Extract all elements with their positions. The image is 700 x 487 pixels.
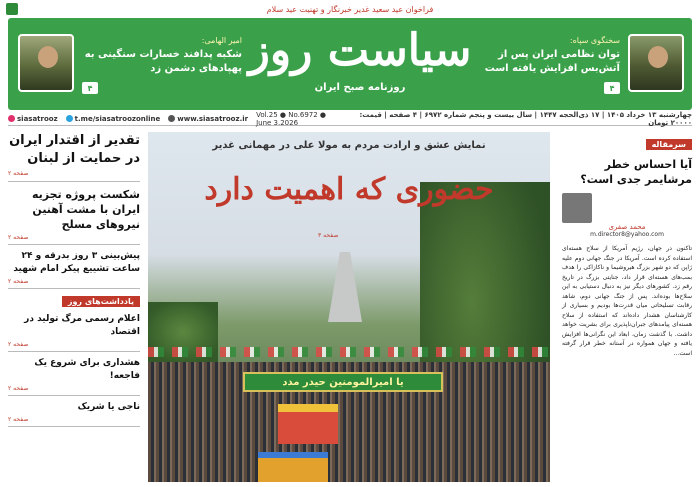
main-page-ref: صفحه ۳ bbox=[318, 232, 339, 239]
top-announcement bbox=[0, 0, 700, 18]
page-ref: صفحه ۲ bbox=[8, 416, 29, 423]
portrait-head-icon bbox=[648, 46, 668, 68]
bouncy-castle-shape bbox=[278, 404, 338, 444]
left-teaser-page-badge: ۴ bbox=[82, 82, 98, 94]
author-avatar bbox=[562, 193, 592, 223]
right-teaser-kicker: سخنگوی سپاه: bbox=[569, 36, 620, 45]
story-title[interactable]: پیش‌بینی ۳ روز بدرقه و ۲۴ ساعت تشییع پیکر امام شهید bbox=[13, 251, 140, 274]
note-item[interactable] bbox=[8, 396, 140, 427]
lead-story-title[interactable]: تقدیر از اقتدار ایران در حمایت از لبنان bbox=[9, 133, 140, 166]
mini-logo-icon bbox=[6, 3, 18, 15]
editorial-body: تاکنون در جهان، رژیم آمریکا از سلاح هسته‌ای استفاده کرده است. آمریکا در جنگ جهانی دوم علیه ژاپن که دو شهر بزرگ هیروشیما و ناکازاکی را هدف بمب‌های هسته‌ای قرار داد، جنایتی بزرگ در تاریخ رقم زد. کشورهای دیگر نیز به دنبال دستیابی به این سلاح‌ها بوده‌اند. پس از جنگ جهانی دوم، شاهد رقابت تسلیحاتی میان قدرت‌ها بودیم و بسیاری از کارشناسان هشدار داده‌اند که استفاده از سلاح هسته‌ای پیامدهای جبران‌ناپذیری برای بشریت خواهد داشت. با گذشت زمان، ابعاد این نگرانی‌ها افزایش یافته و جهان همواره در آستانه خطر قرار گرفته است... bbox=[562, 245, 692, 357]
note-item[interactable] bbox=[8, 308, 140, 352]
right-teaser-portrait bbox=[628, 34, 684, 92]
main-kicker: نمایش عشق و ارادت مردم به مولا علی در مهمانی غدیر bbox=[212, 140, 486, 151]
story-title[interactable]: شکست پروژه تجزیه ایران با مشت آهنین نیروهای مسلح bbox=[31, 188, 140, 231]
page-ref: صفحه ۲ bbox=[8, 170, 29, 177]
page-ref: صفحه ۲ bbox=[8, 341, 29, 348]
note-title[interactable]: اعلام رسمی مرگ تولید در اقتصاد bbox=[24, 314, 140, 337]
instagram-icon bbox=[8, 115, 15, 122]
newspaper-subtitle: روزنامه صبح ایران bbox=[314, 82, 406, 93]
masthead bbox=[8, 18, 692, 110]
portrait-head-icon bbox=[38, 46, 58, 68]
social-website[interactable] bbox=[168, 111, 248, 127]
social-label: t.me/siasatroozonline bbox=[74, 114, 161, 123]
story-item[interactable] bbox=[8, 182, 140, 245]
author-email[interactable]: m.director8@yahoo.com bbox=[590, 231, 664, 238]
page-ref: صفحه ۲ bbox=[8, 234, 29, 241]
notes-label: یادداشت‌های روز bbox=[62, 296, 140, 307]
newspaper-title: سیاست روز bbox=[248, 24, 472, 76]
issue-date: چهارشنبه ۱۳ خرداد ۱۴۰۵ | ۱۷ ذی‌الحجه ۱۴۴۷ | سال بیست و پنجم شماره ۶۹۷۲ | ۴ صفحه | قیمت: ۲۰۰۰۰ تومان bbox=[359, 110, 692, 127]
info-bar bbox=[8, 112, 692, 126]
main-photo-story[interactable] bbox=[148, 132, 550, 482]
social-instagram[interactable] bbox=[8, 111, 58, 127]
ghadir-banner: یا امیرالمومنین حیدر مدد bbox=[243, 372, 443, 392]
right-teaser-headline[interactable]: توان نظامی ایران پس از آتش‌بس افزایش یافته است bbox=[484, 49, 620, 74]
note-title[interactable]: ناجی یا شریک bbox=[77, 402, 140, 412]
left-teaser-portrait bbox=[18, 34, 74, 92]
page-ref: صفحه ۲ bbox=[8, 278, 29, 285]
story-item[interactable] bbox=[8, 245, 140, 289]
social-label: www.siasatrooz.ir bbox=[177, 114, 249, 123]
telegram-icon bbox=[66, 115, 73, 122]
issue-number: Vol.25 ● No.6972 ● June 3.2026 bbox=[256, 110, 327, 127]
globe-icon bbox=[168, 115, 175, 122]
bouncy-castle-shape bbox=[258, 452, 328, 482]
right-teaser-page-badge: ۴ bbox=[604, 82, 620, 94]
right-teaser[interactable] bbox=[454, 30, 684, 96]
note-item[interactable] bbox=[8, 352, 140, 396]
note-title[interactable]: هشداری برای شروع یک فاجعه! bbox=[34, 358, 140, 381]
flag-garland bbox=[148, 347, 550, 357]
lead-story[interactable] bbox=[8, 132, 140, 182]
main-headline[interactable]: حضوری که اهمیت دارد bbox=[204, 172, 494, 207]
page-ref: صفحه ۲ bbox=[8, 385, 29, 392]
left-teaser[interactable] bbox=[18, 30, 248, 96]
social-telegram[interactable] bbox=[66, 111, 161, 127]
left-teaser-kicker: امیر الهامی: bbox=[201, 36, 242, 45]
editorial-label: سرمقاله bbox=[646, 139, 692, 150]
author-name: محمد صفری bbox=[608, 223, 646, 231]
editorial-column bbox=[562, 132, 692, 482]
social-links bbox=[8, 111, 342, 127]
topline-text: فراخوان عید سعید غدیر خبرنگار و تهنیت عید سلام bbox=[266, 4, 434, 14]
editorial-title[interactable]: آیا احساس خطر مرشایمر جدی است؟ bbox=[580, 158, 692, 186]
news-column bbox=[8, 132, 140, 482]
left-teaser-headline[interactable]: شکبه پدافند خسارات سنگینی به پهپادهای دشمن زد bbox=[84, 49, 242, 74]
social-label: siasatrooz bbox=[17, 114, 58, 123]
